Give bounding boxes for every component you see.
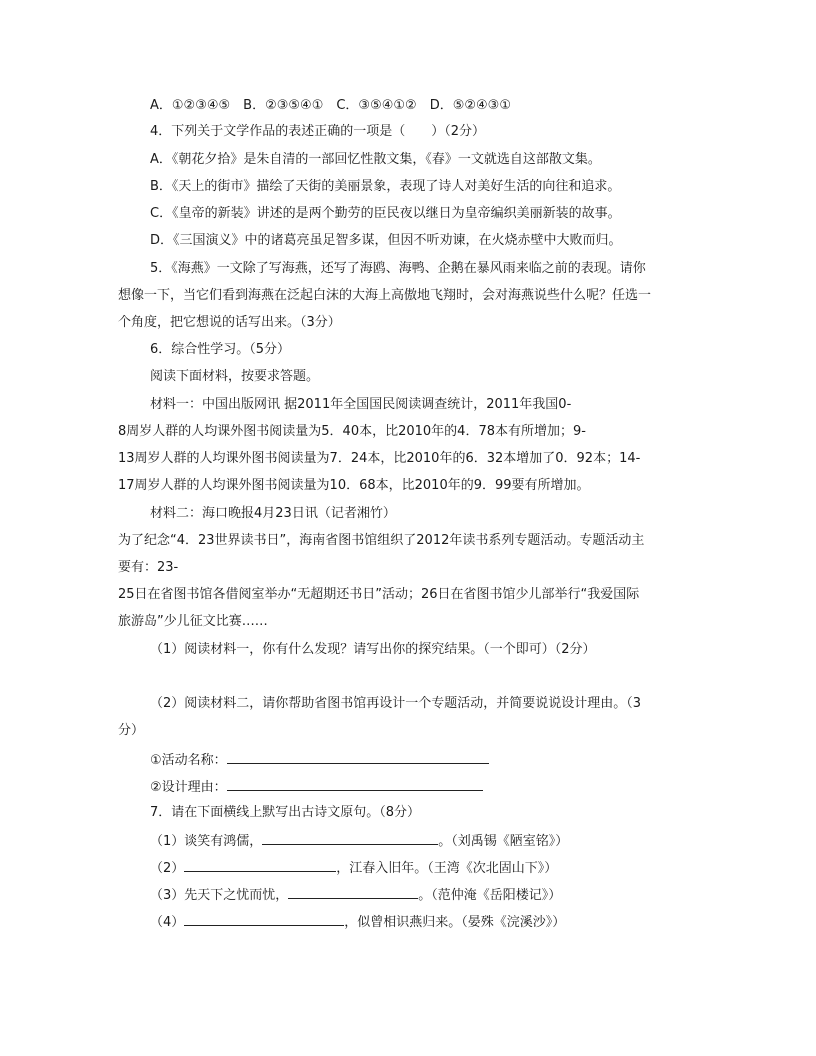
question-6-sub-1: （1）阅读材料一，你有什么发现？请写出你的探究结果。（一个即可）（2分） [150,642,596,657]
material-1-line-4: 17周岁人群的人均课外图书阅读量为10．68本，比2010年的9．99要有所增加。 [118,478,590,493]
design-reason-row [150,778,483,796]
material-2-line-4: 旅游岛”少儿征文比赛…… [118,614,268,629]
material-1-line-3: 13周岁人群的人均课外图书阅读量为7．24本，比2010年的6．32本增加了0．92本；14- [118,451,641,466]
poem-1-suffix: 。（刘禹锡《陋室铭》） [438,834,569,849]
design-reason-blank[interactable] [227,778,483,791]
question-4-option-c: C．《皇帝的新装》讲述的是两个勤劳的臣民夜以继日为皇帝编织美丽新装的故事。 [150,206,621,221]
poem-1-blank[interactable] [262,832,438,845]
poem-row-1 [150,832,568,850]
activity-name-row [150,751,489,769]
poem-row-2 [150,859,557,877]
material-2-line-2: 要有：23- [118,560,179,575]
poem-row-3 [150,886,561,904]
poem-2-blank[interactable] [184,859,336,872]
design-reason-label: ②设计理由： [150,780,227,795]
material-2-line-1: 为了纪念“4．23世界读书日”，海南省图书馆组织了2012年读书系列专题活动。专题活动主 [118,533,645,548]
material-2-line-3: 25日在省图书馆各借阅室举办“无超期还书日”活动；26日在省图书馆少儿部举行“我爱国际 [118,587,640,602]
activity-name-blank[interactable] [227,751,489,764]
poem-4-prefix: （4） [150,915,185,930]
question-6-sub-2-line-1: （2）阅读材料二，请你帮助省图书馆再设计一个专题活动，并简要说说设计理由。（3 [150,696,642,711]
question-4-stem: 4．下列关于文学作品的表述正确的一项是（ ）（2分） [150,124,486,139]
question-5-line-1: 5．《海燕》一文除了写海燕，还写了海鸥、海鸭、企鹅在暴风雨来临之前的表现。请你 [150,261,646,276]
poem-2-prefix: （2） [150,861,185,876]
question-5-line-2: 想像一下，当它们看到海燕在泛起白沫的大海上高傲地飞翔时，会对海燕说些什么呢？任选一 [118,288,652,303]
material-2-header: 材料二：海口晚报4月23日讯（记者湘竹） [150,506,396,521]
poem-1-prefix: （1）谈笑有鸿儒， [150,834,263,849]
question-6-instruction: 阅读下面材料，按要求答题。 [150,369,320,384]
poem-4-blank[interactable] [184,913,344,926]
poem-3-blank[interactable] [288,886,418,899]
activity-name-label: ①活动名称： [150,753,227,768]
poem-3-suffix: 。（范仲淹《岳阳楼记》） [418,888,562,903]
material-1-line-1: 材料一：中国出版网讯 据2011年全国国民阅读调查统计，2011年我国0- [150,397,572,412]
poem-4-suffix: ，似曾相识燕归来。（晏殊《浣溪沙》） [344,915,566,930]
question-7-stem: 7．请在下面横线上默写出古诗文原句。（8分） [150,805,421,820]
question-6-sub-2-line-2: 分） [118,723,145,738]
poem-3-prefix: （3）先天下之忧而忧， [150,888,289,903]
poem-row-4 [150,913,565,931]
question-4-option-d: D．《三国演义》中的诸葛亮虽足智多谋，但因不听劝谏，在火烧赤壁中大败而归。 [150,233,622,248]
question-4-option-b: B．《天上的街市》描绘了天街的美丽景象，表现了诗人对美好生活的向往和追求。 [150,179,621,194]
question-4-option-a: A．《朝花夕拾》是朱自清的一部回忆性散文集，《春》一文就选自这部散文集。 [150,152,601,167]
question-5-line-3: 个角度，把它想说的话写出来。（3分） [118,315,341,330]
poem-2-suffix: ，江春入旧年。（王湾《次北固山下》） [336,861,558,876]
question-6-stem: 6．综合性学习。（5分） [150,342,291,357]
material-1-line-2: 8周岁人群的人均课外图书阅读量为5．40本，比2010年的4．78本有所增加；9- [118,424,586,439]
question-3-options: A．①②③④⑤ B．②③⑤④① C．③⑤④①② D．⑤②④③① [150,98,511,113]
